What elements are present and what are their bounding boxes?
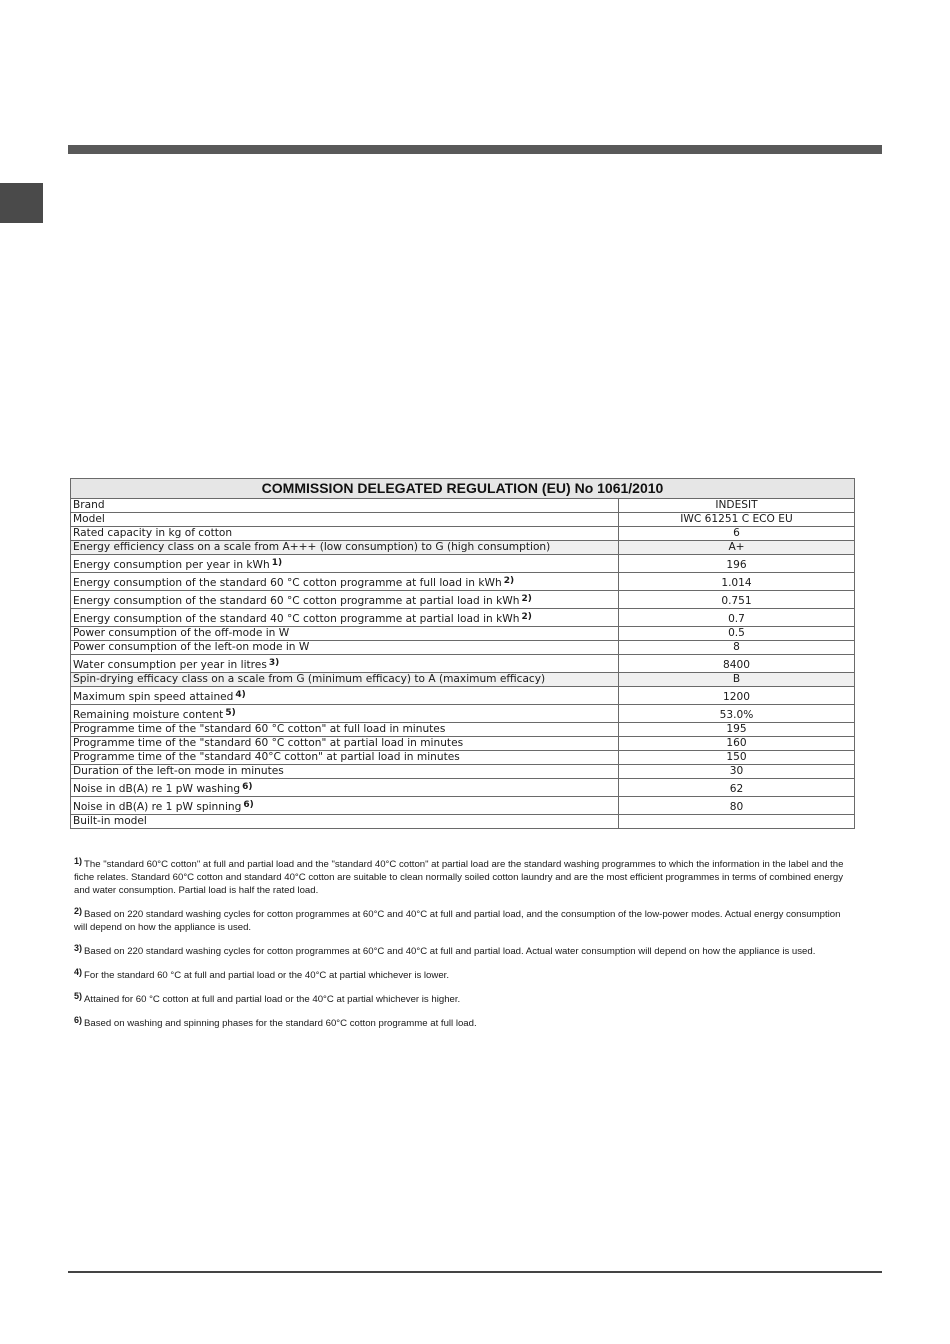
- row-label: [71, 499, 619, 513]
- row-label: [71, 513, 619, 527]
- row-label: [71, 527, 619, 541]
- row-value: B: [619, 673, 855, 687]
- footer-rule: [68, 1271, 882, 1273]
- footnote-text: Attained for 60 °C cotton at full and partial load or the 40°C at partial whichever is higher.: [84, 994, 461, 1005]
- row-label-text: Programme time of the "standard 40°C cotton" at partial load in minutes: [73, 751, 460, 763]
- footnote: [74, 993, 850, 1006]
- row-label-text: Rated capacity in kg of cotton: [73, 527, 233, 539]
- row-label-text: Energy consumption of the standard 60 °C cotton programme at partial load in kWh: [73, 595, 520, 607]
- row-value: 30: [619, 765, 855, 779]
- row-value: 196: [619, 555, 855, 573]
- table-row: [71, 499, 855, 513]
- row-value: 1200: [619, 687, 855, 705]
- row-label-text: Brand: [73, 499, 105, 511]
- table-row: [71, 673, 855, 687]
- table-row: [71, 541, 855, 555]
- table-row: [71, 737, 855, 751]
- row-value: 0.7: [619, 609, 855, 627]
- footnote-text: Based on 220 standard washing cycles for cotton programmes at 60°C and 40°C at full and partial load, and the consumption of the low-power modes. Actual energy consumption will depend on how the appliance is used.: [74, 909, 841, 933]
- row-value: 0.5: [619, 627, 855, 641]
- row-label: [71, 641, 619, 655]
- row-label-text: Maximum spin speed attained: [73, 691, 234, 703]
- row-label-text: Noise in dB(A) re 1 pW washing: [73, 783, 241, 795]
- table-row: [71, 765, 855, 779]
- footnote-mark: 4): [74, 967, 83, 977]
- table-body: [71, 499, 855, 829]
- row-label: [71, 797, 619, 815]
- table-title: COMMISSION DELEGATED REGULATION (EU) No 1061/2010: [71, 479, 855, 499]
- table-row: [71, 797, 855, 815]
- row-label-text: Duration of the left-on mode in minutes: [73, 765, 284, 777]
- row-value: 0.751: [619, 591, 855, 609]
- row-value: 80: [619, 797, 855, 815]
- table-row: [71, 513, 855, 527]
- row-value: 150: [619, 751, 855, 765]
- footnote-mark: 3): [74, 943, 83, 953]
- table-row: [71, 591, 855, 609]
- row-value: 53.0%: [619, 705, 855, 723]
- footnote-text: Based on 220 standard washing cycles for cotton programmes at 60°C and 40°C at full and partial load. Actual water consumption will depend on how the appliance is used.: [84, 946, 816, 957]
- footnote-mark: 5): [74, 991, 83, 1001]
- table-row: [71, 627, 855, 641]
- row-label-text: Programme time of the "standard 60 °C cotton" at partial load in minutes: [73, 737, 464, 749]
- row-label-text: Energy consumption of the standard 40 °C cotton programme at partial load in kWh: [73, 613, 520, 625]
- footnote: [74, 908, 850, 934]
- table-row: [71, 751, 855, 765]
- row-label: [71, 591, 619, 609]
- footnotes: [74, 858, 850, 1041]
- footnote-ref: 2): [521, 612, 532, 622]
- row-label: [71, 705, 619, 723]
- row-label-text: Water consumption per year in litres: [73, 659, 267, 671]
- row-label: [71, 627, 619, 641]
- footnote-ref: 1): [271, 558, 283, 568]
- row-value: 6: [619, 527, 855, 541]
- row-label: [71, 655, 619, 673]
- row-label-text: Energy consumption per year in kWh: [73, 559, 270, 571]
- row-value: 160: [619, 737, 855, 751]
- row-value: IWC 61251 C ECO EU: [619, 513, 855, 527]
- row-label-text: Noise in dB(A) re 1 pW spinning: [73, 801, 242, 813]
- table-row: [71, 573, 855, 591]
- footnote-text: The "standard 60°C cotton" at full and partial load and the "standard 40°C cotton" at partial load are the standard washing programmes to which the information in the label and the fiche relates. Standard 60°C cotton and standard 40°C cotton are suitable to clean normally soiled cotton laundry and are the most efficient programmes in terms of combined energy and water consumption. Partial load is half the rated load.: [74, 859, 844, 896]
- table-row: [71, 527, 855, 541]
- row-value: [619, 815, 855, 829]
- row-label: [71, 573, 619, 591]
- row-value: A+: [619, 541, 855, 555]
- footnote-ref: 6): [242, 782, 253, 792]
- row-label-text: Energy efficiency class on a scale from A+++ (low consumption) to G (high consumption): [73, 541, 551, 553]
- row-label: [71, 555, 619, 573]
- row-label-text: Programme time of the "standard 60 °C cotton" at full load in minutes: [73, 723, 446, 735]
- row-label: [71, 751, 619, 765]
- table-row: [71, 723, 855, 737]
- table-row: [71, 609, 855, 627]
- row-label: [71, 779, 619, 797]
- footnote-ref: 3): [268, 658, 280, 668]
- product-fiche-table: [70, 478, 855, 829]
- row-value: 1.014: [619, 573, 855, 591]
- footnote: [74, 858, 850, 897]
- table-row: [71, 641, 855, 655]
- row-label: [71, 609, 619, 627]
- table-row: [71, 815, 855, 829]
- footnote-ref: 2): [503, 576, 515, 586]
- row-value: INDESIT: [619, 499, 855, 513]
- row-value: 195: [619, 723, 855, 737]
- footnote-mark: 6): [74, 1015, 83, 1025]
- header-rule: [68, 145, 882, 154]
- row-label-text: Remaining moisture content: [73, 709, 224, 721]
- footnote-ref: 5): [225, 708, 236, 718]
- footnote-mark: 2): [74, 906, 83, 916]
- table-row: [71, 779, 855, 797]
- footnote-ref: 4): [235, 690, 246, 700]
- row-label: [71, 737, 619, 751]
- footnote-text: For the standard 60 °C at full and partial load or the 40°C at partial whichever is lower.: [84, 970, 449, 981]
- row-label-text: Built-in model: [73, 815, 147, 827]
- footnote: [74, 945, 850, 958]
- row-label: [71, 687, 619, 705]
- row-label: [71, 673, 619, 687]
- table-row: [71, 555, 855, 573]
- table-row: [71, 655, 855, 673]
- footnote-ref: 6): [243, 800, 254, 810]
- table-row: [71, 705, 855, 723]
- row-label: [71, 765, 619, 779]
- table-row: [71, 687, 855, 705]
- row-label: [71, 541, 619, 555]
- footnote-ref: 2): [521, 594, 532, 604]
- footnote: [74, 969, 850, 982]
- footnote-mark: 1): [74, 856, 83, 866]
- row-label-text: Energy consumption of the standard 60 °C cotton programme at full load in kWh: [73, 577, 502, 589]
- row-value: 8400: [619, 655, 855, 673]
- footnote-text: Based on washing and spinning phases for the standard 60°C cotton programme at full load.: [84, 1018, 477, 1029]
- language-tab-marker: [0, 183, 43, 223]
- row-label-text: Power consumption of the off-mode in W: [73, 627, 290, 639]
- row-label-text: Power consumption of the left-on mode in W: [73, 641, 310, 653]
- row-value: 8: [619, 641, 855, 655]
- row-label-text: Model: [73, 513, 105, 525]
- row-label: [71, 723, 619, 737]
- footnote: [74, 1017, 850, 1030]
- row-label: [71, 815, 619, 829]
- row-label-text: Spin-drying efficacy class on a scale from G (minimum efficacy) to A (maximum efficacy): [73, 673, 546, 685]
- row-value: 62: [619, 779, 855, 797]
